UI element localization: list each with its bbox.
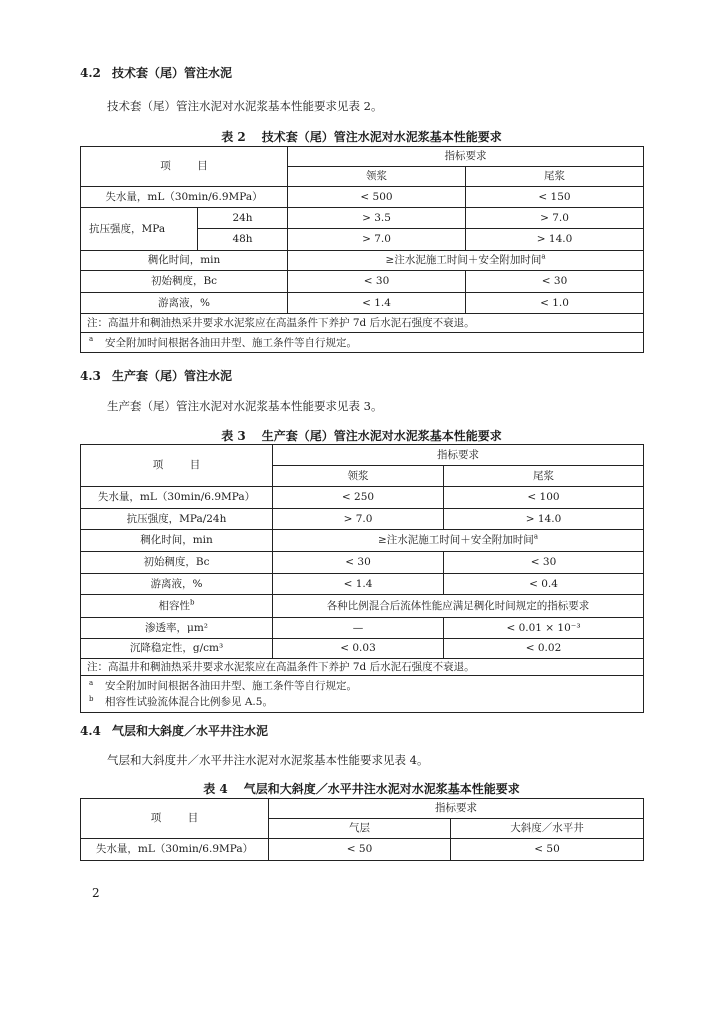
caption-title: 生产套（尾）管注水泥对水泥浆基本性能要求 — [261, 429, 502, 443]
section-intro-4-3: 生产套（尾）管注水泥对水泥浆基本性能要求见表 3。 — [107, 399, 383, 413]
row-label: 失水量，mL（30min/6.9MPa） — [81, 487, 273, 509]
header-col-deviated: 大斜度／水平井 — [451, 819, 644, 839]
section-heading-4-4 — [80, 724, 268, 738]
caption-number: 表 2 — [221, 130, 246, 144]
row-label — [81, 595, 273, 618]
footnote-text: 安全附加时间根据各油田井型、施工条件等自行规定。 — [105, 680, 357, 692]
table-row — [81, 509, 644, 530]
table-row — [81, 639, 644, 659]
table-row — [81, 552, 644, 574]
row-sublabel: 24h — [198, 208, 288, 229]
table-row — [81, 271, 644, 293]
table-note: 注：高温井和稠油热采井要求水泥浆应在高温条件下养护 7d 后水泥石强度不衰退。 — [81, 314, 644, 333]
table-4 — [80, 798, 644, 861]
cell-tail: < 30 — [466, 271, 644, 293]
section-heading-4-3 — [80, 369, 232, 383]
row-label: 沉降稳定性，g/cm³ — [81, 639, 273, 659]
row-label-text: 相容性 — [158, 599, 190, 612]
section-title: 技术套（尾）管注水泥 — [112, 66, 233, 80]
header-item: 项 目 — [81, 445, 273, 487]
table-footnotes — [81, 333, 644, 353]
section-title: 气层和大斜度／水平井注水泥 — [112, 724, 269, 738]
table-caption-2 — [80, 130, 643, 144]
row-label: 失水量，mL（30min/6.9MPa） — [81, 839, 269, 861]
cell-tail: < 0.01 × 10⁻³ — [444, 618, 644, 639]
cell-text: ≥注水泥施工时间＋安全附加时间 — [378, 534, 534, 547]
section-number: 4.3 — [80, 369, 101, 383]
header-col-gas: 气层 — [269, 819, 451, 839]
cell-tail: > 7.0 — [466, 208, 644, 229]
row-label: 稠化时间，min — [81, 251, 288, 271]
section-title: 生产套（尾）管注水泥 — [112, 369, 233, 383]
footnote: a 安全附加时间根据各油田井型、施工条件等自行规定。 — [89, 335, 357, 349]
header-col-lead: 领浆 — [273, 466, 444, 487]
table-note: 注：高温井和稠油热采井要求水泥浆应在高温条件下养护 7d 后水泥石强度不衰退。 — [81, 659, 644, 676]
page-number: 2 — [92, 886, 100, 900]
cell-tail: > 14.0 — [466, 229, 644, 251]
row-label: 稠化时间，min — [81, 530, 273, 552]
row-label: 抗压强度，MPa — [81, 208, 198, 251]
caption-title: 气层和大斜度／水平井注水泥对水泥浆基本性能要求 — [243, 782, 520, 796]
table-row — [81, 839, 644, 861]
header-item: 项 目 — [81, 147, 288, 187]
table-footnotes — [81, 676, 644, 713]
cell-lead: < 30 — [288, 271, 466, 293]
header-item: 项 目 — [81, 799, 269, 839]
row-label: 抗压强度，MPa/24h — [81, 509, 273, 530]
table-row — [81, 187, 644, 208]
row-label: 失水量，mL（30min/6.9MPa） — [81, 187, 288, 208]
header-group: 指标要求 — [269, 799, 644, 819]
cell-lead: < 30 — [273, 552, 444, 574]
footnote: b 相容性试验流体混合比例参见 A.5。 — [89, 694, 273, 708]
row-label: 初始稠度，Bc — [81, 552, 273, 574]
table-row — [81, 251, 644, 271]
table-caption-4 — [80, 782, 643, 796]
row-label: 游离液，% — [81, 293, 288, 314]
caption-title: 技术套（尾）管注水泥对水泥浆基本性能要求 — [261, 130, 502, 144]
cell-lead: > 7.0 — [273, 509, 444, 530]
footnote-ref: b — [190, 598, 195, 607]
footnote-text: 相容性试验流体混合比例参见 A.5。 — [105, 696, 273, 708]
table-row — [81, 293, 644, 314]
cell-lead: < 500 — [288, 187, 466, 208]
cell-lead: > 3.5 — [288, 208, 466, 229]
section-heading-4-2 — [80, 66, 232, 80]
header-col-tail: 尾浆 — [466, 167, 644, 187]
table-caption-3 — [80, 429, 643, 443]
table-row — [81, 618, 644, 639]
section-intro-4-4: 气层和大斜度井／水平井注水泥对水泥浆基本性能要求见表 4。 — [107, 753, 429, 767]
header-col-lead: 领浆 — [288, 167, 466, 187]
cell-tail: < 30 — [444, 552, 644, 574]
caption-number: 表 4 — [203, 782, 228, 796]
section-number: 4.2 — [80, 66, 101, 80]
table-3 — [80, 444, 644, 713]
cell-deviated: < 50 — [451, 839, 644, 861]
footnote-ref: a — [533, 532, 538, 541]
cell-tail: < 1.0 — [466, 293, 644, 314]
header-col-tail: 尾浆 — [444, 466, 644, 487]
cell-lead: < 250 — [273, 487, 444, 509]
table-row — [81, 574, 644, 595]
section-intro-4-2: 技术套（尾）管注水泥对水泥浆基本性能要求见表 2。 — [107, 99, 383, 113]
footnote-ref: a — [541, 252, 546, 261]
row-label: 游离液，% — [81, 574, 273, 595]
header-group: 指标要求 — [288, 147, 644, 167]
caption-number: 表 3 — [221, 429, 246, 443]
row-label: 初始稠度，Bc — [81, 271, 288, 293]
cell-lead: > 7.0 — [288, 229, 466, 251]
cell-text: ≥注水泥施工时间＋安全附加时间 — [385, 254, 542, 267]
table-row — [81, 208, 644, 229]
cell-lead: < 0.03 — [273, 639, 444, 659]
cell-tail: > 14.0 — [444, 509, 644, 530]
table-row — [81, 595, 644, 618]
table-row — [81, 487, 644, 509]
cell-lead: < 1.4 — [273, 574, 444, 595]
table-2 — [80, 146, 644, 353]
section-number: 4.4 — [80, 724, 101, 738]
cell-span: 各种比例混合后流体性能应满足稠化时间规定的指标要求 — [273, 595, 644, 618]
cell-span — [288, 251, 644, 271]
cell-span — [273, 530, 644, 552]
cell-tail: < 150 — [466, 187, 644, 208]
cell-tail: < 100 — [444, 487, 644, 509]
cell-tail: < 0.4 — [444, 574, 644, 595]
cell-gas: < 50 — [269, 839, 451, 861]
row-label: 渗透率，μm² — [81, 618, 273, 639]
footnote-text: 安全附加时间根据各油田井型、施工条件等自行规定。 — [105, 336, 357, 349]
row-sublabel: 48h — [198, 229, 288, 251]
footnote: a 安全附加时间根据各油田井型、施工条件等自行规定。 — [89, 678, 357, 692]
cell-lead: — — [273, 618, 444, 639]
cell-lead: < 1.4 — [288, 293, 466, 314]
cell-tail: < 0.02 — [444, 639, 644, 659]
table-row — [81, 530, 644, 552]
header-group: 指标要求 — [273, 445, 644, 466]
